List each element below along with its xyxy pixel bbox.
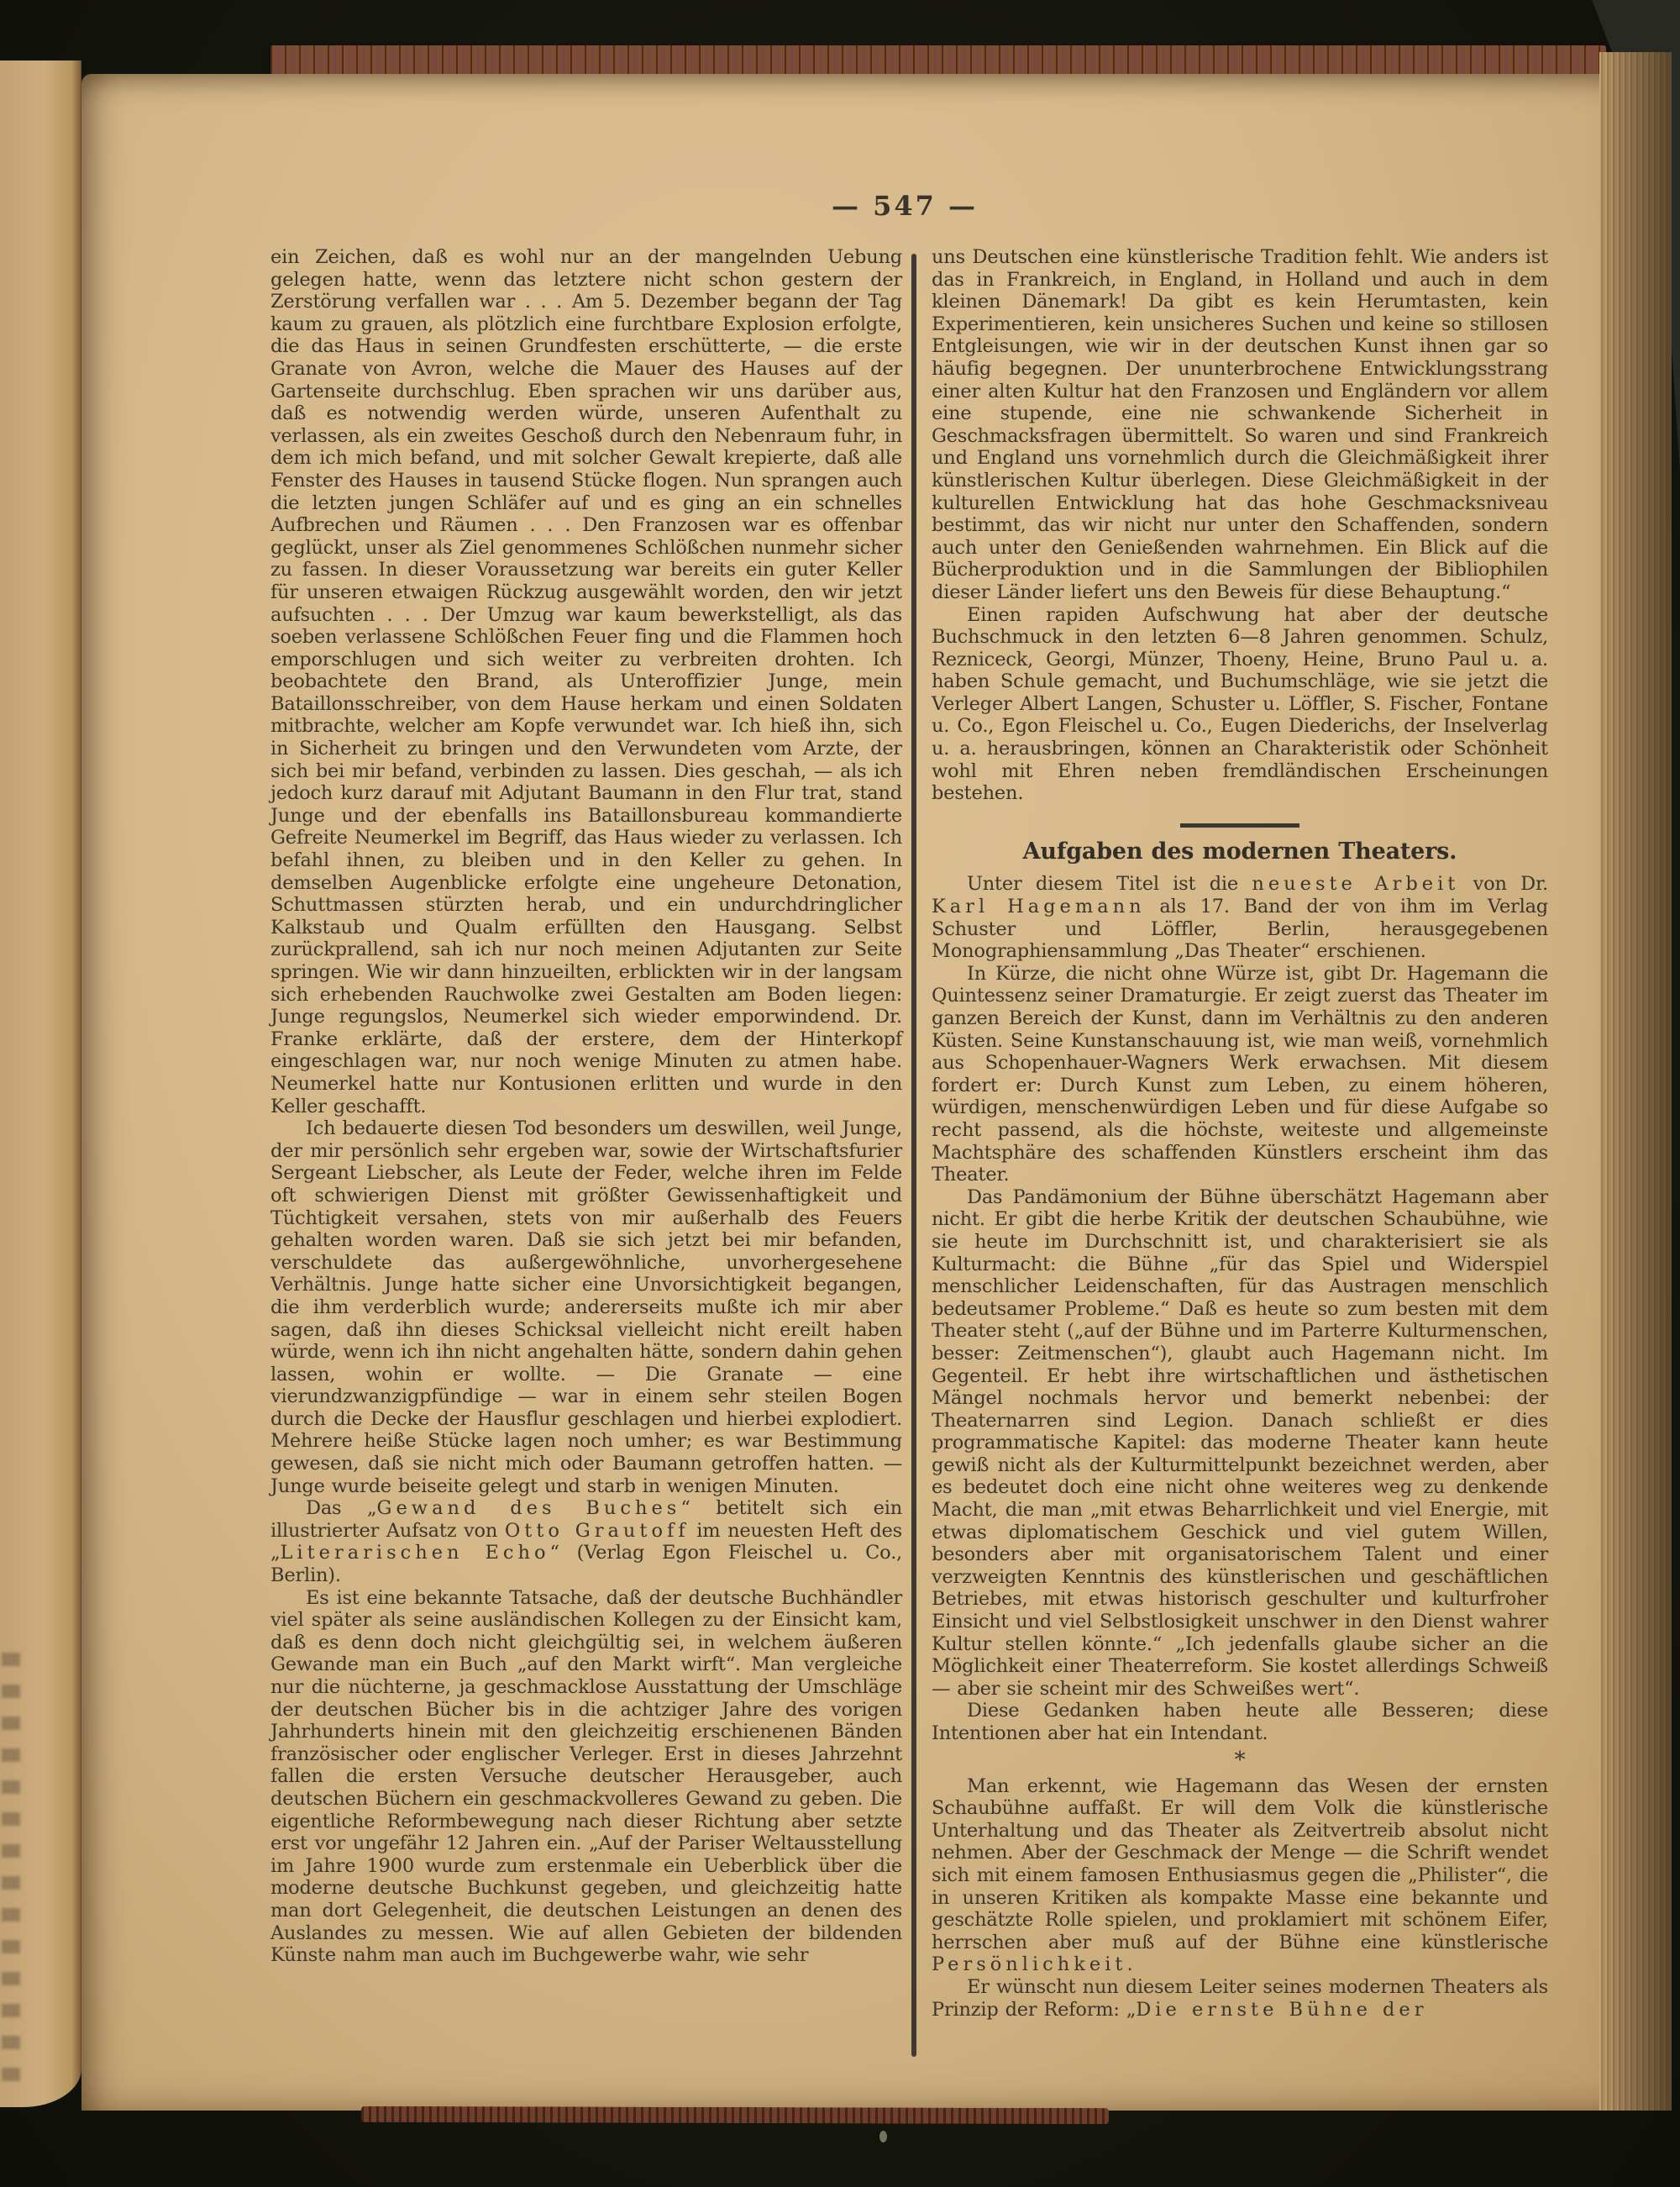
paragraph: Das Pandämonium der Bühne überschätzt Hagemann aber nicht. Er gibt die herbe Kritik der deutschen Schaubühne, wie sie heute im Durchschnitt ist, und charakterisiert sie als Kulturmacht: die Bühne „für das Spiel und Widerspiel menschlicher Leidenschaften, für das Austragen menschlich bedeutsamer Probleme.“ Daß es heute so zum besten mit dem Theater steht („auf der Bühne und im Parterre Kulturmenschen, besser: Zeitmenschen“), glaubt auch Hagemann nicht. Im Gegenteil. Er hebt ihre wirtschaftlichen und ästhetischen Mängel nochmals hervor und bemerkt nebenbei: der Theaternarren sind Legion. Danach schließt er dies programmatische Kapitel: das moderne Theater kann heute gewiß nicht als der Kulturmittelpunkt bezeichnet werden, aber es bedeutet doch eine nicht ohne weiteres weg zu denkende Macht, die man „mit etwas Beharrlichkeit und viel Energie, mit etwas diplomatischem Geschick und viel gutem Willen, besonders aber mit organisatorischem Talent und einer verzweigten Kenntnis des künstlerischen und geschäftlichen Betriebes, mit etwas historisch geschulter und kulturfroher Einsicht und viel Selbstlosigkeit unschwer in den Dienst wahrer Kultur stellen könnte.“ „Ich jedenfalls glaube sicher an die Möglichkeit einer Theaterreform. Sie kostet allerdings Schweiß — aber sie scheint mir des Schweißes wert“. xyxy=(932,1186,1548,1700)
paragraph: Ich bedauerte diesen Tod besonders um deswillen, weil Junge, der mir persönlich sehr ergeben war, sowie der Wirtschaftsfurier Sergeant Liebscher, als Leute der Feder, welche ihren im Felde oft schwierigen Dienst mit größter Gewissenhaftigkeit und Tüchtigkeit versahen, stets von mir außerhalb des Feuers gehalten worden waren. Daß sie sich jetzt bei mir befanden, verschuldete das außergewöhnliche, unvorhergesehene Verhältnis. Junge hatte sicher eine Unvorsichtigkeit begangen, die ihm verderblich wurde; andererseits mußte ich mir aber sagen, daß ihn dieses Schicksal vielleicht nicht ereilt haben würde, wenn ich ihn nicht angehalten hätte, sondern dahin gehen lassen, wohin er wollte. — Die Granate — eine vierundzwanzigpfündige — war in einem sehr steilen Bogen durch die Decke der Hausflur geschlagen und hierbei explodiert. Mehrere heiße Stücke lagen noch umher; es war Bestimmung gewesen, daß sie nicht mich oder Baumann getroffen hatten. — Junge wurde beiseite gelegt und starb in wenigen Minuten. xyxy=(270,1117,902,1497)
book-tailband xyxy=(361,2106,1109,2124)
fore-edge-page-stack xyxy=(1599,52,1672,2111)
paragraph: Man erkennt, wie Hagemann das Wesen der ernsten Schaubühne auffaßt. Er will dem Volk die künstlerische Unterhaltung und das Theater als Zeitvertreib absolut nicht nehmen. Aber der Geschmack der Menge — die Schrift wendet sich mit einem famosen Enthusiasmus gegen die „Philister“, die in unseren Kritiken als kompakte Masse eine bekannte und geschätzte Rolle spielen, und proklamiert mit schönem Eifer, herrschen aber muß auf der Bühne eine künstlerische Persönlichkeit. xyxy=(932,1774,1548,1976)
letterspaced-phrase: neueste Arbeit xyxy=(1252,873,1460,896)
section-asterisk: * xyxy=(1234,1747,1246,1773)
paragraph: Es ist eine bekannte Tatsache, daß der deutsche Buchhändler viel später als seine ausländischen Kollegen zu der Einsicht kam, daß es denn doch nicht gleichgültig sei, in welchem äußeren Gewande man ein Buch „auf den Markt wirft“. Man vergleiche nur die nüchterne, ja geschmacklose Ausstattung der Umschläge der deutschen Bücher bis in die achtziger Jahre des vorigen Jahrhunderts hinein mit den gleichzeitig erschienenen Bänden französischer oder englischer Verleger. Erst in dieses Jahrzehnt fallen die ersten Versuche deutscher Herausgeber, auch deutschen Büchern ein geschmackvolleres Gewand zu geben. Die eigentliche Reformbewegung nach dieser Richtung aber setzte erst vor ungefähr 12 Jahren ein. „Auf der Pariser Weltausstellung im Jahre 1900 wurde zum erstenmale ein Ueberblick über die moderne deutsche Buchkunst gegeben, und gleichzeitig hatte man dort Gelegenheit, die deutschen Leistungen an denen des Auslandes zu messen. Wie auf allen Gebieten der bildenden Künste nahm man auch im Buchgewerbe wahr, wie sehr xyxy=(270,1586,902,1967)
paragraph: Diese Gedanken haben heute alle Besseren; diese Intentionen aber hat ein Intendant. xyxy=(932,1700,1548,1744)
paragraph: ein Zeichen, daß es wohl nur an der mangelnden Uebung gelegen hatte, wenn das letztere nicht schon gestern der Zerstörung verfallen war . . . Am 5. Dezember begann der Tag kaum zu grauen, als plötzlich eine furchtbare Explosion erfolgte, die das Haus in seinen Grundfesten erschütterte, — die erste Granate von Avron, welche die Mauer des Hauses auf der Gartenseite durchschlug. Eben sprachen wir uns darüber aus, daß es notwendig werden würde, unseren Aufenthalt zu verlassen, als ein zweites Geschoß durch den Nebenraum fuhr, in dem ich mich befand, und mit solcher Gewalt krepierte, daß alle Fenster des Hauses in tausend Stücke flogen. Nun sprangen auch die letzten jungen Schläfer auf und es ging an ein schnelles Aufbrechen und Räumen . . . Den Franzosen war es offenbar geglückt, unser als Ziel genommenes Schlößchen nunmehr sicher zu fassen. In dieser Voraussetzung war bereits ein guter Keller für unseren etwaigen Rückzug ausgewählt worden, den wir jetzt aufsuchten . . . Der Umzug war kaum bewerkstelligt, als das soeben verlassene Schlößchen Feuer fing und die Flammen hoch emporschlugen und sich weiter zu verbreiten drohten. Ich beobachtete den Brand, als Unteroffizier Junge, mein Bataillonsschreiber, von dem Hause herkam und einen Soldaten mitbrachte, welcher am Kopfe verwundet war. Ich hieß ihn, sich in Sicherheit zu bringen und den Verwundeten vom Arzte, der sich bei mir befand, verbinden zu lassen. Dies geschah, — als ich jedoch kurz darauf mit Adjutant Baumann in den Flur trat, stand Junge und der ebenfalls ins Bataillonsbureau kommandierte Gefreite Neumerkel im Begriff, das Haus wieder zu verlassen. Ich befahl ihnen, zu bleiben und in den Keller zu gehen. In demselben Augenblicke erfolgte eine ungeheure Detonation, Schuttmassen stürzten herab, und ein undurchdringlicher Kalkstaub und Qualm erfüllten den Hausgang. Selbst zurückprallend, sah ich nur noch meinen Adjutanten zur Seite springen. Wie wir dann hinzueilten, erblickten wir in der langsam sich erhebenden Rauchwolke zwei Gestalten am Boden liegen: Junge regungslos, Neumerkel sich wieder emporwindend. Dr. Franke erklärte, daß der erstere, dem der Hinterkopf eingeschlagen war, nur noch wenige Minuten zu atmen habe. Neumerkel hatte nur Kontusionen erlitten und wurde in den Keller geschafft. xyxy=(270,246,902,1117)
showthrough-print-marks xyxy=(2,1653,20,2085)
paragraph: Einen rapiden Aufschwung hat aber der deutsche Buchschmuck in den letzten 6—8 Jahren genommen. Schulz, Rezniceck, Georgi, Münzer, Thoeny, Heine, Bruno Paul u. a. haben Schule gemacht, und Buchumschläge, wie sie jetzt die Verleger Albert Langen, Schuster u. Löffler, S. Fischer, Fontane u. Co., Egon Fleischel u. Co., Eugen Diederichs, der Inselverlag u. a. herausbringen, können an Charakteristik oder Schönheit wohl mit Ehren neben fremdländischen Erscheinungen bestehen. xyxy=(932,603,1548,805)
letterspaced-phrase: Otto Grautoff xyxy=(504,1519,690,1542)
letterspaced-phrase: Karl Hagemann xyxy=(932,896,1146,918)
paragraph: Er wünscht nun diesem Leiter seines modernen Theaters als Prinzip der Reform: „Die ernste Bühne der xyxy=(932,1975,1548,2021)
right-column xyxy=(932,246,1548,2021)
left-column xyxy=(270,246,902,1967)
paragraph: Unter diesem Titel ist die neueste Arbeit von Dr. Karl Hagemann als 17. Band der von ihm im Verlag Schuster und Löffler, Berlin, herausgegebenen Monographiensammlung „Das Theater“ erschienen. xyxy=(932,873,1548,963)
letterspaced-phrase: Gewand des Buches xyxy=(376,1497,681,1520)
column-divider-rule xyxy=(911,254,916,2057)
section-divider-rule xyxy=(1180,823,1299,828)
letterspaced-phrase: Persönlichkeit xyxy=(932,1953,1127,1976)
letterspaced-phrase: Die ernste Bühne der xyxy=(1136,1998,1428,2021)
facing-page-edge xyxy=(0,60,81,2107)
paper-speck xyxy=(879,2131,887,2142)
paragraph: uns Deutschen eine künstlerische Tradition fehlt. Wie anders ist das in Frankreich, in England, in Holland und auch in dem kleinen Dänemark! Da gibt es kein Herumtasten, kein Experimentieren, kein unsicheres Suchen und keine so stillosen Entgleisungen, wie wir in der deutschen Kunst ihnen gar so häufig begegnen. Der ununterbrochene Entwicklungsstrang einer alten Kultur hat den Franzosen und Engländern vor allem eine stupende, eine nie schwankende Sicherheit in Geschmacksfragen übermittelt. So waren und sind Frankreich und England uns vornehmlich durch die Gleichmäßigkeit ihrer künstlerischen Kultur überlegen. Diese Gleichmäßigkeit in der kulturellen Entwicklung hat das hohe Geschmacksniveau bestimmt, das wir nicht nur unter den Schaffenden, sondern auch unter den Genießenden wahrnehmen. Ein Blick auf die Bücherproduktion und in die Sammlungen der Bibliophilen dieser Länder liefert uns den Beweis für diese Behauptung.“ xyxy=(932,246,1548,603)
letterspaced-phrase: Literarischen Echo xyxy=(280,1542,550,1564)
paragraph: Das „Gewand des Buches“ betitelt sich ein illustrierter Aufsatz von Otto Grautoff im neuesten Heft des „Literarischen Echo“ (Verlag Egon Fleischel u. Co., Berlin). xyxy=(270,1497,902,1587)
article-heading: Aufgaben des modernen Theaters. xyxy=(1022,838,1457,865)
scanned-page xyxy=(81,74,1622,2111)
paragraph: In Kürze, die nicht ohne Würze ist, gibt Dr. Hagemann die Quintessenz seiner Dramaturgie. Er zeigt zuerst das Theater im ganzen Bereich der Kunst, dann im Verhältnis zu den anderen Küsten. Seine Kunstanschauung ist, wie man weiß, vornehmlich aus Schopenhauer-Wagners Werk erwachsen. Mit diesem fordert er: Durch Kunst zum Leben, zu einem höheren, würdigen, menschenwürdigen Leben und für diese Aufgabe so recht passend, als die höchste, weiteste und allgemeinste Machtsphäre des schaffenden Künstlers erscheint ihm das Theater. xyxy=(932,962,1548,1186)
page-number: — 547 — xyxy=(831,190,979,222)
